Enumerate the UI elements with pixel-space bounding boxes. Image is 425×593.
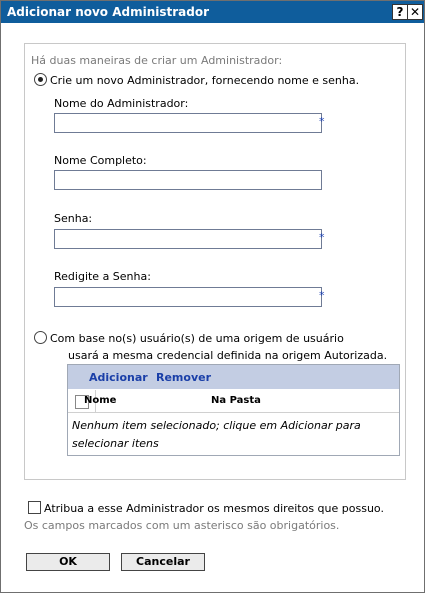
- user-picker-empty-message: Nenhum item selecionado; clique em Adicionar para selecionar itens: [72, 419, 361, 450]
- column-header-name-text: Nome: [84, 395, 117, 406]
- ok-button[interactable]: OK: [26, 553, 110, 571]
- radio-create-new-admin-label[interactable]: Crie um novo Administrador, fornecendo nome e senha.: [50, 74, 360, 87]
- creation-options-intro: Há duas maneiras de criar um Administrador:: [31, 54, 283, 67]
- retype-password-input[interactable]: [54, 287, 322, 307]
- cancel-button[interactable]: Cancelar: [121, 553, 205, 571]
- admin-name-label: Nome do Administrador:: [54, 97, 189, 110]
- password-required-marker: *: [319, 231, 325, 244]
- user-source-description: usará a mesma credencial definida na origem Autorizada.: [68, 349, 388, 362]
- user-picker-header: [68, 390, 399, 413]
- admin-name-input[interactable]: [54, 113, 322, 133]
- user-picker: [67, 364, 400, 456]
- full-name-input[interactable]: [54, 170, 322, 190]
- user-picker-toolbar: [68, 365, 399, 389]
- add-user-link[interactable]: Adicionar: [89, 371, 148, 384]
- dialog-titlebar: [1, 1, 424, 23]
- radio-based-on-user-source-label[interactable]: Com base no(s) usuário(s) de uma origem de usuário: [50, 332, 344, 345]
- retype-password-label: Redigite a Senha:: [54, 270, 151, 283]
- password-label: Senha:: [54, 212, 93, 225]
- password-input[interactable]: [54, 229, 322, 249]
- help-icon[interactable]: ?: [392, 4, 408, 20]
- same-rights-checkbox[interactable]: [28, 501, 41, 514]
- retype-password-required-marker: *: [319, 289, 325, 302]
- full-name-label: Nome Completo:: [54, 154, 147, 167]
- radio-based-on-user-source[interactable]: [34, 331, 47, 344]
- column-header-name: [84, 395, 116, 406]
- column-header-folder: Na Pasta: [211, 395, 261, 406]
- required-fields-note: Os campos marcados com um asterisco são obrigatórios.: [24, 519, 340, 532]
- admin-name-required-marker: *: [319, 115, 325, 128]
- close-icon[interactable]: ✕: [407, 4, 423, 20]
- dialog-title: Adicionar novo Administrador: [7, 5, 210, 19]
- radio-create-new-admin[interactable]: [34, 73, 47, 86]
- same-rights-label[interactable]: Atribua a esse Administrador os mesmos direitos que possuo.: [44, 502, 384, 515]
- remove-user-link[interactable]: Remover: [156, 371, 212, 384]
